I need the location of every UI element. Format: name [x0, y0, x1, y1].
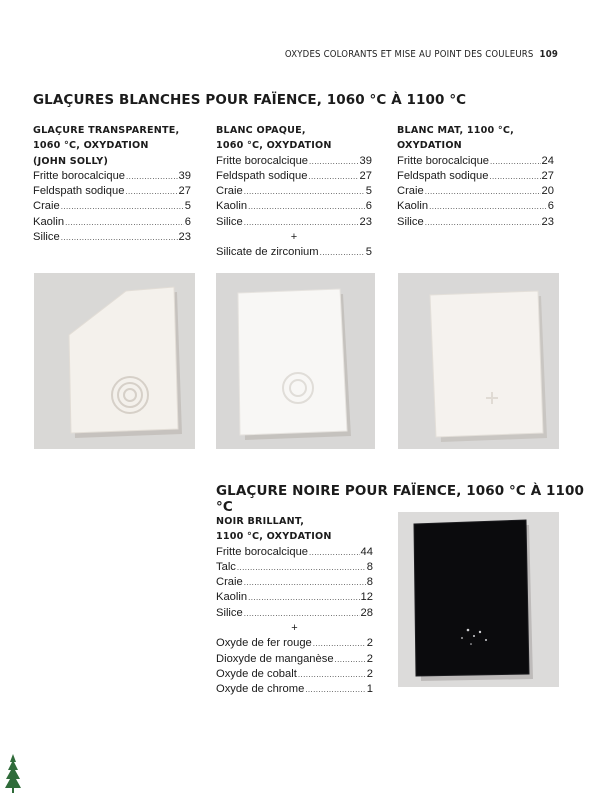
dot-leader: [244, 215, 359, 230]
ingredient-quantity: 27: [359, 169, 372, 182]
ingredient-quantity: 27: [178, 185, 191, 198]
ingredient-row: [397, 184, 554, 199]
dot-leader: [244, 606, 360, 621]
ingredient-row: [216, 199, 372, 214]
ingredient-quantity: 23: [541, 215, 554, 228]
ingredient-name: Craie: [33, 200, 60, 213]
recipe-title: [216, 123, 372, 154]
ingredient-quantity: 20: [541, 185, 554, 198]
ingredient-name: Fritte borocalcique: [216, 154, 309, 167]
ingredient-row: [216, 606, 373, 621]
ingredient-quantity: 8: [366, 576, 373, 589]
ingredient-name: Craie: [216, 185, 243, 198]
ingredient-name: Fritte borocalcique: [216, 545, 309, 558]
recipe-title-line: 1060 °C, OXYDATION: [33, 140, 149, 152]
page-number: 109: [539, 49, 558, 60]
recipe-title-line: GLAÇURE TRANSPARENTE,: [33, 125, 180, 136]
recipe-title-line: 1060 °C, OXYDATION: [216, 140, 332, 152]
dot-leader: [320, 245, 365, 260]
ingredient-quantity: 2: [366, 667, 373, 680]
ingredient-name: Silice: [397, 215, 424, 228]
addition-list: [216, 245, 372, 260]
ingredient-name: Fritte borocalcique: [33, 169, 126, 182]
ingredient-quantity: 5: [365, 185, 372, 198]
recipe-title-line: NOIR BRILLANT,: [216, 516, 305, 527]
tile-photo-glossy-black: [398, 512, 559, 687]
ingredient-row: [397, 215, 554, 230]
glazed-tile-image: [398, 512, 559, 687]
dot-leader: [125, 184, 177, 199]
addition-list: [216, 636, 373, 697]
ingredient-row: [216, 184, 372, 199]
dot-leader: [309, 154, 359, 169]
ingredient-quantity: 8: [366, 560, 373, 573]
ingredient-name: Craie: [397, 185, 424, 198]
ingredient-row: [397, 199, 554, 214]
running-title: OXYDES COLORANTS ET MISE AU POINT DES COULEURS: [284, 49, 534, 60]
dot-leader: [61, 199, 184, 214]
recipe-title: [33, 123, 191, 169]
ingredient-quantity: 24: [541, 154, 554, 167]
ingredient-quantity: 44: [360, 545, 373, 558]
glazed-tile-image: [216, 273, 375, 449]
ingredient-name: Silicate de zirconium: [216, 246, 319, 259]
recipe-title-line: 1100 °C, OXYDATION: [216, 531, 332, 543]
ingredient-quantity: 12: [360, 591, 373, 604]
ingredient-row: [33, 199, 191, 214]
ingredient-quantity: 39: [359, 154, 372, 167]
tile-photo-matte-white: [398, 273, 559, 449]
dot-leader: [425, 215, 541, 230]
tile-photo-transparent: [34, 273, 195, 449]
ingredient-row: [216, 575, 373, 590]
dot-leader: [429, 199, 547, 214]
recipe-title-line: BLANC OPAQUE,: [216, 125, 306, 136]
ingredient-name: Craie: [216, 576, 243, 589]
ingredient-quantity: 28: [360, 606, 373, 619]
ingredient-row: [216, 154, 372, 169]
ingredient-list: [397, 154, 554, 230]
ingredient-quantity: 6: [547, 200, 554, 213]
dot-leader: [425, 184, 541, 199]
ingredient-name: Talc: [216, 560, 236, 573]
ingredient-row: [216, 682, 373, 697]
ingredient-quantity: 23: [178, 231, 191, 244]
ingredient-row: [397, 154, 554, 169]
ingredient-name: Kaolin: [397, 200, 429, 213]
ingredient-name: Fritte borocalcique: [397, 154, 490, 167]
ingredient-quantity: 39: [178, 169, 191, 182]
dot-leader: [490, 154, 541, 169]
dot-leader: [305, 682, 365, 697]
dot-leader: [298, 667, 366, 682]
ingredient-quantity: 5: [365, 246, 372, 259]
dot-leader: [65, 215, 184, 230]
recipe-title-line: (JOHN SOLLY): [33, 155, 109, 167]
ingredient-name: Feldspath sodique: [397, 169, 489, 182]
ingredient-list: [33, 169, 191, 245]
glazed-tile-image: [398, 273, 559, 449]
dot-leader: [248, 590, 359, 605]
ingredient-name: Kaolin: [216, 591, 248, 604]
dot-leader: [489, 169, 540, 184]
ingredient-name: Silice: [216, 606, 243, 619]
ingredient-row: [216, 560, 373, 575]
ingredient-quantity: 5: [184, 200, 191, 213]
ingredient-quantity: 27: [541, 169, 554, 182]
dot-leader: [335, 652, 366, 667]
ingredient-quantity: 23: [359, 215, 372, 228]
recipe-matte-white: [397, 123, 554, 230]
running-header: [285, 49, 558, 60]
ingredient-list: [216, 154, 372, 230]
dot-leader: [244, 575, 366, 590]
ingredient-quantity: 6: [184, 215, 191, 228]
ingredient-name: Kaolin: [33, 215, 65, 228]
ingredient-row: [216, 245, 372, 260]
ingredient-row: [216, 652, 373, 667]
recipe-transparent-glaze: [33, 123, 191, 245]
recipe-title: [216, 514, 373, 545]
ingredient-name: Kaolin: [216, 200, 248, 213]
ingredient-row: [216, 590, 373, 605]
dot-leader: [248, 199, 365, 214]
ingredient-name: Silice: [33, 231, 60, 244]
ingredient-name: Silice: [216, 215, 243, 228]
publisher-logo: [4, 752, 22, 799]
dot-leader: [61, 230, 178, 245]
dot-leader: [237, 560, 366, 575]
ingredient-list: [216, 545, 373, 621]
plus-sign: +: [290, 231, 298, 244]
ingredient-name: Oxyde de cobalt: [216, 667, 297, 680]
ingredient-name: Oxyde de chrome: [216, 683, 305, 696]
ingredient-quantity: 1: [366, 683, 373, 696]
ingredient-row: [33, 230, 191, 245]
recipe-title: [397, 123, 554, 154]
plus-sign: +: [291, 622, 298, 635]
ingredient-quantity: 2: [366, 637, 373, 650]
ingredient-row: [33, 184, 191, 199]
tile-photo-opaque-white: [216, 273, 375, 449]
ingredient-row: [397, 169, 554, 184]
recipe-glossy-black: [216, 514, 373, 698]
ingredient-name: Feldspath sodique: [216, 169, 308, 182]
recipe-title-line: BLANC MAT, 1100 °C, OXYDATION: [397, 125, 514, 152]
ingredient-row: [216, 545, 373, 560]
ingredient-name: Dioxyde de manganèse: [216, 652, 334, 665]
ingredient-row: [216, 636, 373, 651]
ingredient-name: Oxyde de fer rouge: [216, 637, 312, 650]
dot-leader: [126, 169, 178, 184]
section-title-white-glazes: GLAÇURES BLANCHES POUR FAÏENCE, 1060 °C À 1100 °C: [33, 92, 467, 108]
dot-leader: [308, 169, 358, 184]
section-title-black-glaze: GLAÇURE NOIRE POUR FAÏENCE, 1060 °C À 1100 °C: [216, 483, 585, 515]
ingredient-row: [33, 215, 191, 230]
glazed-tile-image: [34, 273, 195, 449]
recipe-opaque-white: [216, 123, 372, 261]
ingredient-name: Feldspath sodique: [33, 185, 125, 198]
ingredient-row: [216, 667, 373, 682]
ingredient-row: [216, 215, 372, 230]
ingredient-row: [216, 169, 372, 184]
ingredient-quantity: 6: [365, 200, 372, 213]
dot-leader: [313, 636, 366, 651]
ingredient-row: [33, 169, 191, 184]
tree-logo-icon: [4, 752, 22, 794]
ingredient-quantity: 2: [366, 652, 373, 665]
dot-leader: [309, 545, 360, 560]
dot-leader: [244, 184, 365, 199]
